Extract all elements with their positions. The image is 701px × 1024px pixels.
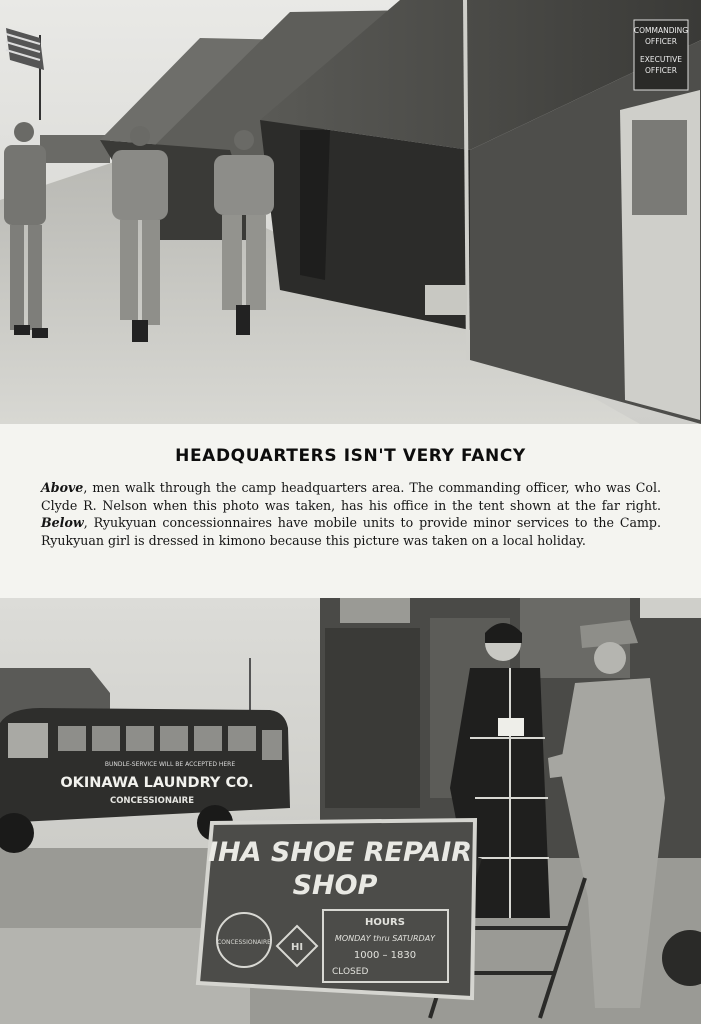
bus-small-text: BUNDLE-SERVICE WILL BE ACCEPTED HERE bbox=[104, 761, 236, 768]
bottom-photo bbox=[0, 598, 701, 1024]
sign-line-2: OFFICER bbox=[645, 37, 677, 46]
badge-text: HI bbox=[290, 942, 304, 953]
caption-part-1: , men walk through the camp headquarters area. The commanding officer, who was Col. Clyde R. Nelson when this photo was taken, has his office in the tent shown at the far right. bbox=[41, 480, 661, 513]
concession-photo bbox=[0, 598, 701, 1024]
caption-part-2: , Ryukyuan concessionnaires have mobile units to provide minor services to the Camp. Ryukyuan girl is dressed in kimono because this picture was taken on a local holiday. bbox=[41, 515, 661, 548]
bus-name: OKINAWA LAUNDRY CO. bbox=[60, 775, 254, 791]
lead-word-below: Below bbox=[41, 515, 84, 530]
headline: HEADQUARTERS ISN'T VERY FANCY bbox=[175, 446, 526, 466]
shoe-repair-sign bbox=[198, 820, 475, 998]
background-vehicle bbox=[40, 135, 110, 163]
sign-hours-label: HOURS bbox=[365, 917, 405, 928]
sign-title-1: IHA SHOE REPAIR bbox=[207, 837, 473, 868]
sign-title-2: SHOP bbox=[292, 870, 378, 901]
sign-closed: CLOSED bbox=[332, 967, 369, 977]
sign-days: MONDAY thru SATURDAY bbox=[334, 934, 436, 943]
seal-text: CONCESSIONAIRE bbox=[217, 939, 271, 946]
sign-line-1: COMMANDING bbox=[633, 26, 689, 35]
top-photo bbox=[0, 0, 701, 424]
headquarters-photo bbox=[0, 0, 701, 424]
sign-line-3: EXECUTIVE bbox=[639, 55, 683, 64]
caption-block bbox=[0, 424, 701, 598]
lead-word-above: Above bbox=[41, 480, 84, 495]
caption-body bbox=[41, 479, 661, 549]
bus-sub: CONCESSIONAIRE bbox=[109, 796, 195, 806]
sign-line-4: OFFICER bbox=[645, 66, 677, 75]
officer-sign bbox=[634, 20, 688, 90]
sign-times: 1000 – 1830 bbox=[353, 950, 417, 961]
